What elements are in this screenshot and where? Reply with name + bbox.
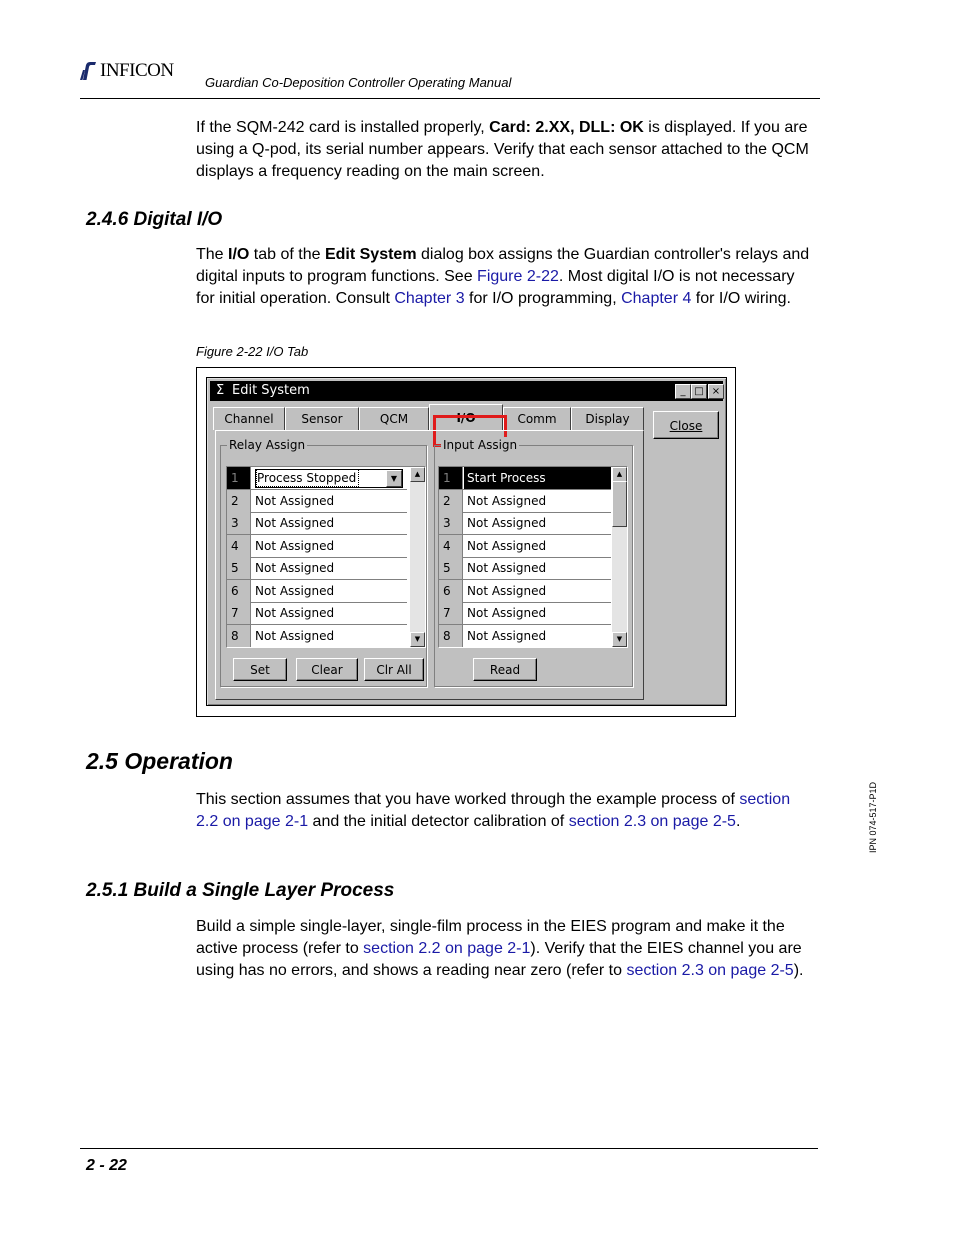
relay-row[interactable] (227, 490, 407, 513)
relay-row[interactable] (227, 580, 407, 603)
manual-title: Guardian Co-Deposition Controller Operating Manual (205, 75, 512, 90)
text: tab of the (249, 246, 325, 263)
relay-row-value: Not Assigned (255, 629, 335, 643)
scroll-down-icon[interactable]: ▼ (410, 632, 425, 647)
relay-row-value: Not Assigned (255, 494, 335, 508)
logo-text: INFICON (100, 60, 174, 81)
section-heading-2-5-1: 2.5.1 Build a Single Layer Process (86, 880, 395, 901)
chevron-down-icon[interactable]: ▼ (386, 470, 402, 487)
read-button[interactable]: Read (473, 658, 537, 681)
page-number: 2 - 22 (86, 1157, 127, 1174)
dialog-title: Edit System (232, 383, 310, 398)
input-row-value: Not Assigned (467, 516, 547, 530)
intro-text-1: If the SQM-242 card is installed properly, (196, 119, 490, 136)
input-row-value: Not Assigned (467, 606, 547, 620)
input-row-value: Not Assigned (467, 629, 547, 643)
relay-row[interactable] (227, 535, 407, 558)
relay-row[interactable] (227, 625, 407, 647)
bold-io: I/O (228, 246, 250, 263)
relay-row-number: 7 (227, 602, 251, 624)
input-row-number: 4 (439, 535, 463, 557)
tab-channel[interactable]: Channel (213, 407, 285, 430)
input-row-number: 2 (439, 490, 463, 512)
input-row-number: 5 (439, 557, 463, 579)
tab-qcm[interactable]: QCM (359, 407, 429, 430)
single-layer-paragraph (196, 916, 816, 982)
clear-button[interactable]: Clear (296, 658, 358, 681)
text: ). (793, 962, 804, 979)
input-row-number: 8 (439, 625, 463, 647)
relay-row-number: 8 (227, 625, 251, 647)
scroll-thumb[interactable] (612, 481, 627, 527)
relay-assign-group (220, 438, 427, 687)
operation-paragraph (196, 789, 816, 833)
io-tab-panel (215, 430, 644, 700)
relay-scrollbar[interactable] (410, 467, 425, 647)
relay-row[interactable] (227, 557, 407, 580)
relay-function-dropdown[interactable] (255, 469, 403, 488)
section-2-2-link[interactable]: section 2.2 on page 2-1 (196, 791, 791, 830)
text: for I/O programming, (464, 290, 622, 307)
input-row[interactable] (439, 512, 611, 535)
input-row-value: Start Process (464, 467, 611, 489)
figure-frame (196, 367, 736, 717)
scroll-down-icon[interactable]: ▼ (612, 632, 627, 647)
relay-row-number: 3 (227, 512, 251, 534)
dialog-titlebar[interactable] (210, 381, 723, 401)
inficon-logo-icon (80, 61, 98, 81)
relay-row-value: Not Assigned (255, 516, 335, 530)
input-row[interactable] (439, 467, 611, 490)
chapter-3-link[interactable]: Chapter 3 (394, 290, 465, 307)
section-heading-2-4-6: 2.4.6 Digital I/O (86, 209, 223, 230)
input-row-value: Not Assigned (467, 584, 547, 598)
close-window-button[interactable]: × (708, 384, 724, 399)
section-2-3-link[interactable]: section 2.3 on page 2-5 (626, 962, 794, 979)
section-2-2-link[interactable]: section 2.2 on page 2-1 (363, 940, 531, 957)
input-row[interactable] (439, 490, 611, 513)
relay-row-value: Not Assigned (255, 561, 335, 575)
relay-row-number: 5 (227, 557, 251, 579)
text: ). Verify that the EIES channel you are using has no errors, and shows a reading near zero (refer to (196, 940, 802, 979)
relay-row-number: 6 (227, 580, 251, 602)
chapter-4-link[interactable]: Chapter 4 (621, 290, 692, 307)
input-assign-group (434, 438, 633, 687)
scroll-up-icon[interactable]: ▲ (410, 467, 425, 482)
scroll-up-icon[interactable]: ▲ (612, 467, 627, 482)
tab-comm[interactable]: Comm (503, 407, 571, 430)
dropdown-value: Process Stopped (257, 471, 357, 485)
text: dialog box assigns the Guardian controller's relays and digital inputs to program functions. See (196, 246, 810, 285)
input-row[interactable] (439, 602, 611, 625)
text: . Most digital I/O is not necessary for initial operation. Consult (196, 268, 795, 307)
edit-system-dialog (206, 377, 727, 706)
relay-row[interactable] (227, 602, 407, 625)
header-rule (80, 98, 820, 99)
section-2-3-link[interactable]: section 2.3 on page 2-5 (568, 813, 736, 830)
set-button[interactable]: Set (233, 658, 287, 681)
input-row-number: 3 (439, 512, 463, 534)
input-row-number: 7 (439, 602, 463, 624)
maximize-button[interactable]: □ (691, 384, 707, 399)
sigma-icon: Σ (216, 383, 225, 398)
relay-row-value: Not Assigned (255, 606, 335, 620)
tab-io[interactable]: I/O (429, 404, 503, 431)
intro-text-2: is displayed. If you are using a Q-pod, its serial number appears. Verify that each sensor attached to the QCM displays a frequency reading on the main screen. (196, 119, 809, 180)
text: This section assumes that you have worked through the example process of (196, 791, 740, 808)
close-button[interactable]: Close (653, 411, 719, 439)
text: Build a simple single-layer, single-film process in the EIES program and make it the active process (refer to (196, 918, 785, 957)
clear-all-button[interactable]: Clr All (364, 658, 424, 681)
relay-row-number: 4 (227, 535, 251, 557)
input-assign-label: Input Assign (443, 438, 518, 452)
relay-row-value: Not Assigned (255, 539, 335, 553)
tab-display[interactable]: Display (571, 407, 644, 430)
input-row-value: Not Assigned (467, 561, 547, 575)
relay-assign-label: Relay Assign (229, 438, 306, 452)
inficon-logo (80, 60, 174, 82)
input-row-value: Not Assigned (467, 539, 547, 553)
minimize-button[interactable]: _ (675, 384, 691, 399)
relay-row-number: 1 (227, 467, 251, 489)
bold-edit-system: Edit System (324, 246, 417, 263)
ipn-text: IPN 074-517-P1D (868, 781, 878, 853)
input-row[interactable] (439, 625, 611, 647)
text: for I/O wiring. (691, 290, 791, 307)
input-scrollbar[interactable] (612, 467, 627, 647)
relay-list[interactable] (226, 466, 426, 648)
input-row-value: Not Assigned (467, 494, 547, 508)
tab-sensor[interactable]: Sensor (285, 407, 359, 430)
section-heading-2-5: 2.5 Operation (86, 748, 233, 774)
input-list[interactable] (438, 466, 628, 648)
relay-row-value: Not Assigned (255, 584, 335, 598)
footer-rule (80, 1148, 818, 1149)
digital-io-paragraph (196, 244, 816, 310)
ipn-side-note (868, 773, 880, 853)
relay-row[interactable] (227, 512, 407, 535)
input-row-number: 6 (439, 580, 463, 602)
intro-bold: Card: 2.XX, DLL: OK (489, 119, 644, 136)
text: . (735, 813, 741, 830)
text: The (196, 246, 229, 263)
input-row[interactable] (439, 557, 611, 580)
input-row[interactable] (439, 535, 611, 558)
relay-row-number: 2 (227, 490, 251, 512)
text: and the initial detector calibration of (308, 813, 569, 830)
intro-paragraph (196, 117, 816, 183)
figure-2-22-link[interactable]: Figure 2-22 (477, 268, 559, 285)
input-row-number: 1 (439, 467, 463, 489)
figure-caption: Figure 2-22 I/O Tab (196, 344, 309, 359)
input-row[interactable] (439, 580, 611, 603)
